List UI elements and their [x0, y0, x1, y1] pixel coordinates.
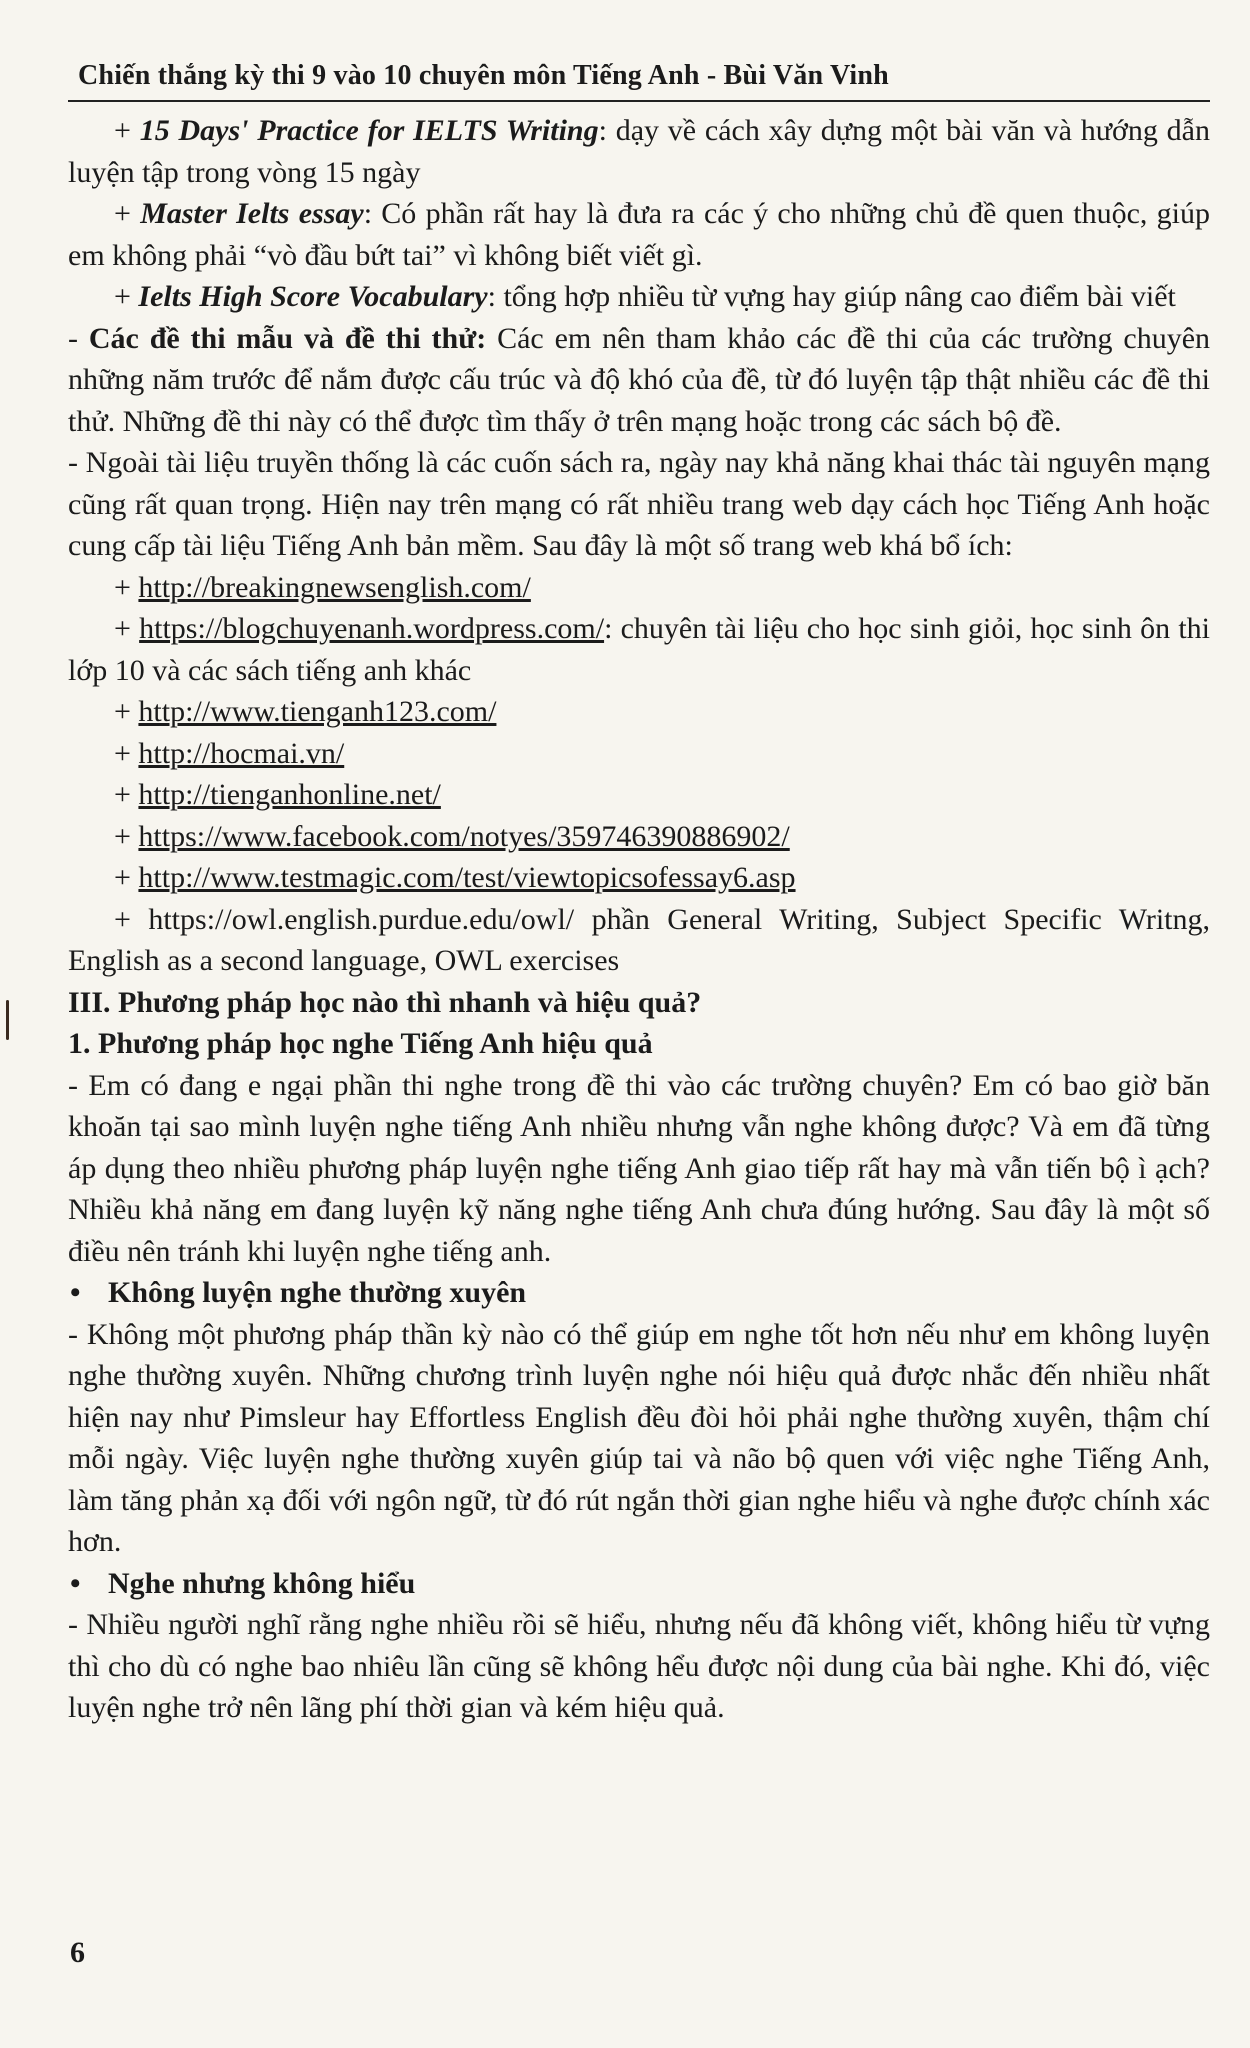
bullet-paragraph-2: - Nhiều người nghĩ rằng nghe nhiều rồi sẽ hiểu, nhưng nếu đã không viết, không hiểu từ vựng thì cho dù có nghe bao nhiêu lần cũng sẽ không hểu được nội dung của bài nghe. Khi đó, việc luyện nghe trở nên lãng phí thời gian và kém hiệu quả. [68, 1608, 1210, 1724]
owl-item: + https://owl.english.purdue.edu/owl/ phần General Writing, Subject Specific Writng, English as a second language, OWL exercises [68, 902, 1210, 977]
bullet-heading-2: • Nghe nhưng không hiểu [68, 1563, 1210, 1605]
subsection-heading: 1. Phương pháp học nghe Tiếng Anh hiệu quả [68, 1027, 653, 1060]
online-resources-intro: - Ngoài tài liệu truyền thống là các cuốn sách ra, ngày nay khả năng khai thác tài nguyên mạng cũng rất quan trọng. Hiện nay trên mạng có rất nhiều trang web dạy cách học Tiếng Anh hoặc cung cấp tài liệu Tiếng Anh bản mềm. Sau đây là một số trang web khá bổ ích: [68, 446, 1210, 562]
link-url[interactable]: https://www.facebook.com/notyes/359746390886902/ [138, 819, 790, 853]
book-item-1: + 15 Days' Practice for IELTS Writing: dạy về cách xây dựng một bài văn và hướng dẫn luyện tập trong vòng 15 ngày [68, 114, 1210, 189]
link-item-7: + http://www.testmagic.com/test/viewtopicsofessay6.asp [114, 861, 796, 894]
page-edge-mark [6, 1000, 9, 1040]
sample-tests-paragraph: - Các đề thi mẫu và đề thi thử: Các em nên tham khảo các đề thi của các trường chuyên những năm trước để nắm được cấu trúc và độ khó của đề, từ đó luyện tập thật nhiều các đề thi thử. Những đề thi này có thể được tìm thấy ở trên mạng hoặc trong các sách bộ đề. [68, 321, 1211, 438]
section-heading: III. Phương pháp học nào thì nhanh và hiệu quả? [68, 985, 702, 1019]
listening-intro-paragraph: - Em có đang e ngại phần thi nghe trong đề thi vào các trường chuyên? Em có bao giờ băn khoăn tại sao mình luyện nghe tiếng Anh nhiều nhưng vẫn nghe không được? Và em đã từng áp dụng theo nhiều phương pháp luyện nghe tiếng Anh giao tiếp rất hay mà vẫn tiến bộ ì ạch? Nhiều khả năng em đang luyện kỹ năng nghe tiếng Anh chưa đúng hướng. Sau đây là một số điều nên tránh khi luyện nghe tiếng anh. [68, 1068, 1210, 1268]
link-url[interactable]: http://breakingnewsenglish.com/ [138, 570, 531, 604]
bullet-icon: • [70, 1566, 81, 1600]
page-body [68, 110, 1210, 1729]
sample-tests-label: Các đề thi mẫu và đề thi thử: [88, 321, 487, 355]
book-title: Ielts High Score Vocabulary [138, 280, 488, 313]
book-title: Master Ielts essay [140, 197, 364, 230]
link-item-2: + https://blogchuyenanh.wordpress.com/: chuyên tài liệu cho học sinh giỏi, học sinh ôn thi lớp 10 và các sách tiếng anh khác [68, 612, 1210, 687]
book-page [68, 56, 1210, 2036]
link-item-5: + http://tienganhonline.net/ [114, 778, 441, 811]
link-item-3: + http://www.tienganh123.com/ [114, 695, 497, 728]
link-url[interactable]: http://www.tienganh123.com/ [138, 695, 497, 728]
link-url[interactable]: https://blogchuyenanh.wordpress.com/ [139, 612, 605, 645]
link-url[interactable]: http://tienganhonline.net/ [138, 778, 441, 811]
running-header: Chiến thắng kỳ thi 9 vào 10 chuyên môn Tiếng Anh - Bùi Văn Vinh [68, 56, 1210, 102]
link-item-6: + https://www.facebook.com/notyes/359746390886902/ [114, 819, 790, 853]
book-item-2: + Master Ielts essay: Có phần rất hay là đưa ra các ý cho những chủ đề quen thuộc, giúp em không phải “vò đầu bứt tai” vì không biết viết gì. [68, 197, 1210, 272]
link-item-1: + http://breakingnewsenglish.com/ [114, 570, 531, 604]
bullet-icon: • [70, 1276, 81, 1309]
bullet-paragraph-1: - Không một phương pháp thần kỳ nào có thể giúp em nghe tốt hơn nếu như em không luyện nghe thường xuyên. Những chương trình luyện nghe nói hiệu quả được nhắc đến nhiều nhất hiện nay như Pimsleur hay Effortless English đều đòi hỏi phải nghe thường xuyên, thậm chí mỗi ngày. Việc luyện nghe thường xuyên giúp tai và não bộ quen với việc nghe Tiếng Anh, làm tăng phản xạ đối với ngôn ngữ, từ đó rút ngắn thời gian nghe hiểu và nghe được chính xác hơn. [68, 1317, 1210, 1558]
book-item-3: + Ielts High Score Vocabulary: tổng hợp nhiều từ vựng hay giúp nâng cao điểm bài viết [114, 280, 1176, 313]
link-url[interactable]: http://hocmai.vn/ [138, 736, 345, 770]
link-item-4: + http://hocmai.vn/ [114, 736, 345, 770]
link-url[interactable]: http://www.testmagic.com/test/viewtopicsofessay6.asp [138, 861, 796, 894]
page-number: 6 [70, 1936, 85, 1969]
book-title: 15 Days' Practice for IELTS Writing [139, 114, 599, 147]
bullet-heading-1: • Không luyện nghe thường xuyên [68, 1272, 1210, 1314]
